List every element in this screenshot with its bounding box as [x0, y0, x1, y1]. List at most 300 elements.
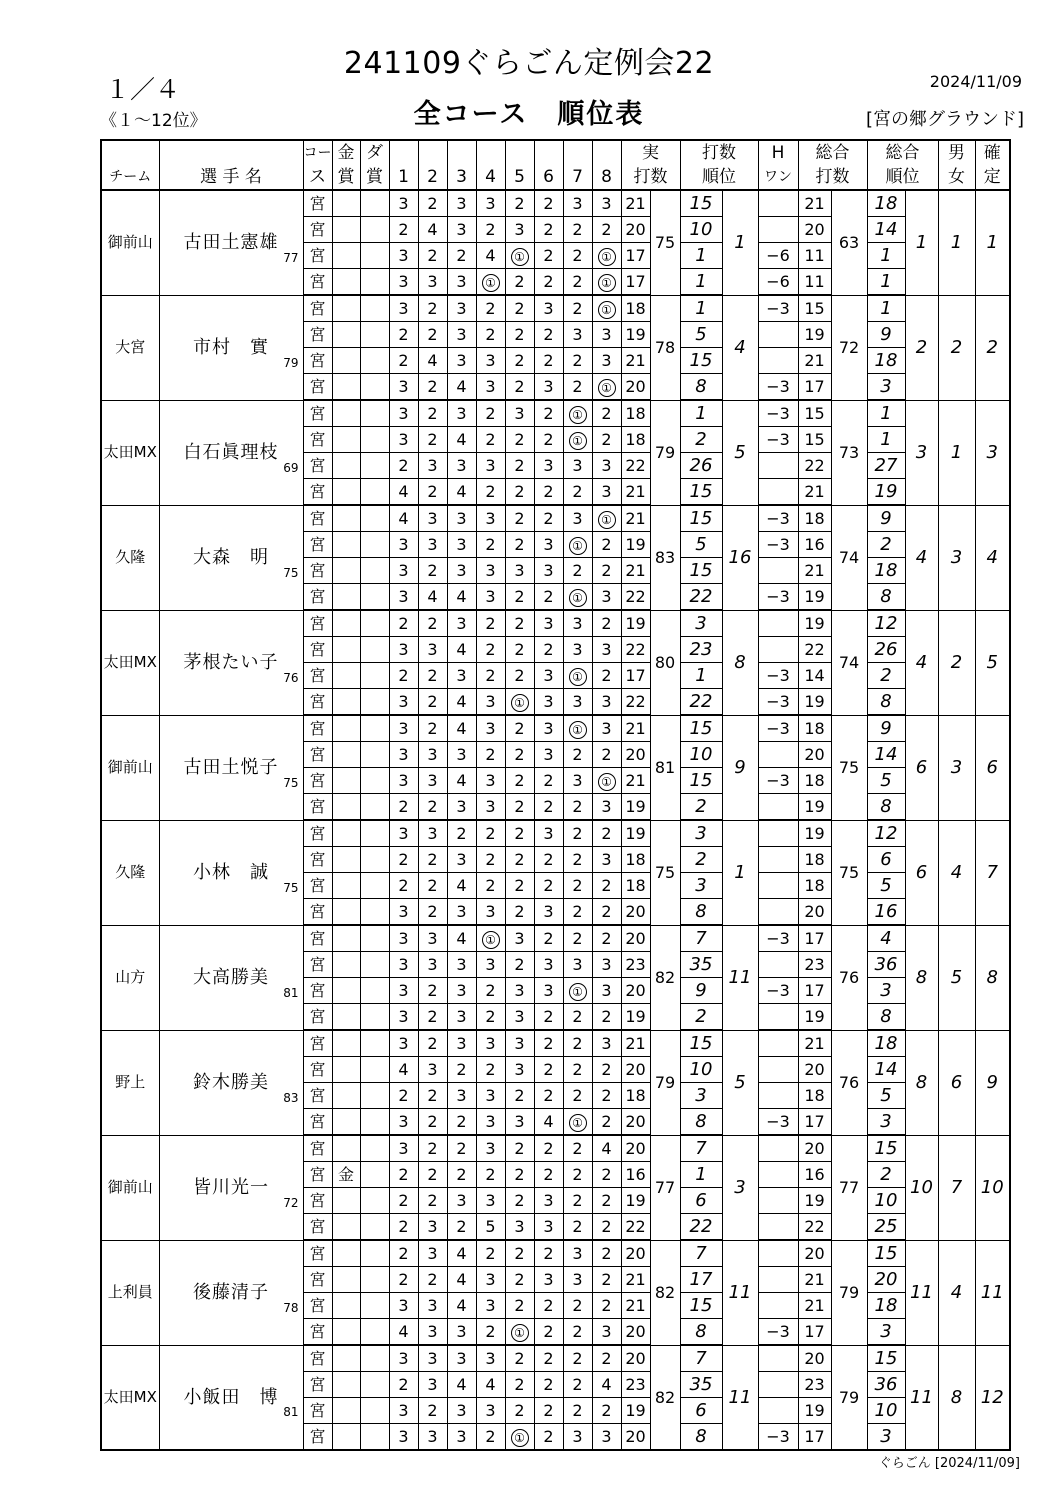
hole-score-cell: 2 [476, 873, 505, 899]
hole-header-spacer [505, 140, 534, 165]
actual-header-bottom: 打数 [621, 165, 680, 190]
da-award-cell [360, 427, 389, 453]
hole-score-cell: 3 [476, 453, 505, 479]
hole-score-cell: 2 [534, 1424, 563, 1451]
hole-score-cell: 2 [534, 847, 563, 873]
round-rank-cell: 3 [680, 1083, 722, 1109]
actual-total-cell: 75 [650, 190, 680, 295]
adjusted-rank-cell: 8 [867, 794, 905, 821]
player-name-wrap [193, 337, 269, 358]
adjusted-rank-cell: 8 [867, 689, 905, 716]
combined-rank-cell: 2 [905, 295, 938, 400]
hole-score-cell: 3 [418, 768, 447, 794]
da-award-cell [360, 1083, 389, 1109]
hole-score-cell: 3 [389, 1135, 418, 1162]
hole-score-cell: 3 [534, 978, 563, 1004]
hole-score-cell: 2 [505, 768, 534, 794]
course-cell: 宮 [303, 610, 332, 637]
gold-award-cell [332, 532, 360, 558]
da-award-cell [360, 1424, 389, 1451]
combined-total-cell: 79 [831, 1240, 867, 1345]
adjusted-sum-cell: 19 [798, 1188, 831, 1214]
course-cell: 宮 [303, 1004, 332, 1031]
hole-score-cell: 4 [447, 768, 476, 794]
table-row [101, 295, 1010, 322]
hole-score-cell: 2 [389, 1267, 418, 1293]
final-rank-cell: 11 [975, 1240, 1010, 1345]
hole-score-cell: 3 [476, 1267, 505, 1293]
adjusted-sum-cell: 17 [798, 1319, 831, 1346]
venue-name: [宮の郷グラウンド] [865, 109, 1024, 130]
player-name-wrap [193, 1282, 269, 1303]
gender-rank-cell: 5 [938, 925, 975, 1030]
hole-score-cell: 3 [563, 190, 592, 217]
hole-in-one-adjust-cell: −6 [758, 243, 798, 269]
round-sum-cell: 21 [621, 1030, 650, 1057]
hole-score-cell: 2 [389, 1372, 418, 1398]
hole-score-cell: 3 [418, 742, 447, 768]
round-sum-cell: 20 [621, 1319, 650, 1346]
adjusted-sum-cell: 21 [798, 558, 831, 584]
overall-rank-cell: 11 [722, 1345, 758, 1450]
hole-score-cell: 2 [563, 925, 592, 952]
hole-score-cell: 2 [592, 427, 621, 453]
hole-score-cell: 3 [389, 768, 418, 794]
adjusted-sum-cell: 19 [798, 322, 831, 348]
hole-score-cell: 4 [592, 1135, 621, 1162]
hole-score-cell: 4 [418, 217, 447, 243]
gold-award-cell [332, 1083, 360, 1109]
course-cell: 宮 [303, 742, 332, 768]
hole-score-cell: 2 [592, 1240, 621, 1267]
adjusted-sum-cell: 21 [798, 348, 831, 374]
hole-score-cell: 3 [418, 925, 447, 952]
hole-score-cell: 3 [447, 1083, 476, 1109]
hole-score-cell: 3 [389, 1293, 418, 1319]
hole-score-cell: 3 [476, 1398, 505, 1424]
hole-score-cell: 2 [418, 558, 447, 584]
adjusted-rank-cell: 1 [867, 295, 905, 322]
adjusted-sum-cell: 20 [798, 1240, 831, 1267]
hole-in-one-adjust-cell: −3 [758, 584, 798, 611]
rank-header-top: 打数 [680, 140, 758, 165]
round-rank-cell: 1 [680, 295, 722, 322]
hole-score-cell: 3 [447, 794, 476, 821]
hole-score-cell: 3 [534, 453, 563, 479]
adjusted-sum-cell: 20 [798, 1135, 831, 1162]
adjusted-rank-cell: 27 [867, 453, 905, 479]
hole-score-cell: 4 [389, 479, 418, 506]
adjusted-sum-cell: 17 [798, 1424, 831, 1451]
round-sum-cell: 21 [621, 505, 650, 532]
hole-score-cell [563, 663, 592, 689]
combined-rank-cell: 8 [905, 1030, 938, 1135]
round-sum-cell: 23 [621, 1372, 650, 1398]
hole-score-cell: 2 [563, 820, 592, 847]
hole-score-cell: 3 [447, 1345, 476, 1372]
hole-score-cell: 2 [534, 190, 563, 217]
hole-in-one-adjust-cell: −3 [758, 505, 798, 532]
hole-score-cell: 2 [505, 820, 534, 847]
round-sum-cell: 19 [621, 322, 650, 348]
course-cell: 宮 [303, 899, 332, 926]
round-sum-cell: 22 [621, 453, 650, 479]
combined-total-cell: 74 [831, 505, 867, 610]
da-award-cell [360, 584, 389, 611]
hole-in-one-mark: ① [598, 248, 616, 266]
hole-score-cell: 2 [418, 715, 447, 742]
round-rank-cell: 9 [680, 978, 722, 1004]
hole-header: 3 [447, 165, 476, 190]
hole-score-cell: 3 [389, 820, 418, 847]
adjusted-rank-cell: 8 [867, 584, 905, 611]
table-row [101, 925, 1010, 952]
hole-score-cell: 3 [447, 899, 476, 926]
hole-score-cell: 2 [534, 1372, 563, 1398]
hole-score-cell: 2 [418, 400, 447, 427]
overall-rank-cell: 1 [722, 190, 758, 295]
player-name-wrap [193, 1177, 269, 1198]
adjusted-rank-cell: 15 [867, 1345, 905, 1372]
hole-score-cell: 3 [389, 1109, 418, 1136]
hole-score-cell [476, 269, 505, 296]
adjusted-sum-cell: 22 [798, 637, 831, 663]
player-name: 茅根たい子 [183, 652, 279, 673]
hole-score-cell: 3 [476, 1030, 505, 1057]
hole-score-cell: 2 [563, 295, 592, 322]
da-award-cell [360, 689, 389, 716]
hole-score-cell: 3 [476, 952, 505, 978]
combined-rank-cell: 6 [905, 820, 938, 925]
course-cell: 宮 [303, 427, 332, 453]
round-sum-cell: 19 [621, 1398, 650, 1424]
adjusted-sum-cell: 15 [798, 427, 831, 453]
hole-score-cell: 3 [505, 1030, 534, 1057]
hole-score-cell: 3 [389, 584, 418, 611]
hole-score-cell: 2 [592, 873, 621, 899]
hole-score-cell: 3 [447, 217, 476, 243]
da-award-cell [360, 742, 389, 768]
hole-score-cell: 2 [592, 1345, 621, 1372]
hole-score-cell: 3 [534, 742, 563, 768]
hole-score-cell: 3 [418, 1319, 447, 1346]
gold-award-cell [332, 742, 360, 768]
da-award-cell [360, 952, 389, 978]
hole-in-one-adjust-cell [758, 1345, 798, 1372]
adjusted-sum-cell: 18 [798, 1083, 831, 1109]
hole-score-cell: 2 [418, 794, 447, 821]
round-sum-cell: 22 [621, 689, 650, 716]
adjusted-sum-cell: 23 [798, 952, 831, 978]
adjusted-sum-cell: 19 [798, 1398, 831, 1424]
hole-score-cell [505, 689, 534, 716]
hole-score-cell: 3 [563, 610, 592, 637]
final-rank-cell: 4 [975, 505, 1010, 610]
gold-award-cell [332, 1345, 360, 1372]
hole-score-cell [592, 374, 621, 401]
hole-score-cell: 2 [476, 1004, 505, 1031]
course-cell: 宮 [303, 1109, 332, 1136]
event-date: 2024/11/09 [929, 72, 1022, 91]
combined-rank-cell: 6 [905, 715, 938, 820]
gold-award-cell [332, 1057, 360, 1083]
gold-award-cell [332, 1188, 360, 1214]
hole-score-cell: 2 [563, 1057, 592, 1083]
hole-in-one-adjust-cell [758, 217, 798, 243]
hole-score-cell: 3 [592, 1319, 621, 1346]
da-award-cell [360, 295, 389, 322]
gold-award-cell [332, 873, 360, 899]
overall-rank-cell: 5 [722, 400, 758, 505]
da-award-cell [360, 269, 389, 296]
hole-score-cell: 2 [476, 610, 505, 637]
round-sum-cell: 21 [621, 348, 650, 374]
adjusted-rank-cell: 36 [867, 952, 905, 978]
gold-award-cell [332, 1398, 360, 1424]
hole-in-one-adjust-cell [758, 453, 798, 479]
player-age: 81 [283, 985, 299, 1000]
hole-score-cell: 3 [563, 1240, 592, 1267]
hole-in-one-adjust-cell [758, 610, 798, 637]
hole-score-cell [476, 925, 505, 952]
hole-score-cell: 2 [563, 742, 592, 768]
da-award-cell [360, 505, 389, 532]
hole-score-cell: 2 [476, 295, 505, 322]
hole-score-cell: 3 [534, 295, 563, 322]
hole-score-cell: 2 [534, 1030, 563, 1057]
hole-score-cell: 4 [418, 584, 447, 611]
table-row [101, 400, 1010, 427]
hole-score-cell: 2 [534, 925, 563, 952]
gold-award-cell [332, 374, 360, 401]
round-rank-cell: 15 [680, 1293, 722, 1319]
hole-score-cell: 2 [505, 610, 534, 637]
hole-score-cell: 3 [505, 1057, 534, 1083]
hole-in-one-mark: ① [569, 589, 587, 607]
hole-score-cell: 3 [534, 532, 563, 558]
player-header-spacer [159, 140, 303, 165]
hole-score-cell: 2 [563, 873, 592, 899]
hole-score-cell [563, 978, 592, 1004]
course-cell: 宮 [303, 1267, 332, 1293]
hole-score-cell: 3 [389, 1004, 418, 1031]
da-award-cell [360, 715, 389, 742]
hole-score-cell: 2 [505, 479, 534, 506]
round-rank-cell: 8 [680, 1424, 722, 1451]
adjusted-sum-cell: 17 [798, 925, 831, 952]
da-award-cell [360, 190, 389, 217]
hole-score-cell: 2 [534, 269, 563, 296]
round-sum-cell: 22 [621, 637, 650, 663]
hole-score-cell: 2 [534, 322, 563, 348]
course-cell: 宮 [303, 190, 332, 217]
hole-score-cell: 3 [505, 1214, 534, 1241]
hole-score-cell: 3 [563, 453, 592, 479]
combined-total-cell: 79 [831, 1345, 867, 1450]
hole-in-one-adjust-cell [758, 952, 798, 978]
adjusted-rank-cell: 6 [867, 847, 905, 873]
hole-score-cell: 3 [476, 190, 505, 217]
adjusted-rank-cell: 14 [867, 742, 905, 768]
hole-score-cell: 2 [418, 978, 447, 1004]
table-row [101, 1345, 1010, 1372]
footer-stamp: ぐらごん [2024/11/09] [878, 1456, 1020, 1471]
da-award-cell [360, 768, 389, 794]
hole-score-cell [563, 400, 592, 427]
course-cell: 宮 [303, 1345, 332, 1372]
hole-score-cell: 3 [389, 952, 418, 978]
hole-score-cell: 2 [563, 1398, 592, 1424]
hole-in-one-adjust-cell: −3 [758, 400, 798, 427]
hole-score-cell: 4 [447, 637, 476, 663]
da-award-cell [360, 1109, 389, 1136]
round-sum-cell: 21 [621, 715, 650, 742]
course-cell: 宮 [303, 348, 332, 374]
hole-score-cell: 2 [418, 374, 447, 401]
hole-score-cell: 3 [534, 1188, 563, 1214]
hole-in-one-mark: ① [598, 301, 616, 319]
hole-score-cell: 2 [563, 1135, 592, 1162]
da-award-cell [360, 1030, 389, 1057]
team-cell: 大宮 [101, 295, 159, 400]
hole-in-one-adjust-cell [758, 847, 798, 873]
hole-in-one-adjust-cell: −3 [758, 1319, 798, 1346]
adjusted-rank-cell: 9 [867, 505, 905, 532]
hole-score-cell: 3 [476, 715, 505, 742]
hole-in-one-mark: ① [569, 406, 587, 424]
hole-in-one-adjust-cell [758, 1240, 798, 1267]
hole-score-cell: 3 [505, 1004, 534, 1031]
gold-header-top: 金 [332, 140, 360, 165]
player-age: 75 [283, 880, 299, 895]
hole-score-cell [563, 584, 592, 611]
hole-in-one-mark: ① [598, 379, 616, 397]
hole-score-cell: 3 [476, 584, 505, 611]
hole-score-cell: 3 [534, 715, 563, 742]
gold-award-cell: 金 [332, 1162, 360, 1188]
hole-score-cell: 2 [592, 1214, 621, 1241]
hole-score-cell: 2 [476, 742, 505, 768]
adjusted-sum-cell: 18 [798, 847, 831, 873]
course-cell: 宮 [303, 873, 332, 899]
adjusted-rank-cell: 1 [867, 400, 905, 427]
hole-score-cell: 2 [447, 243, 476, 269]
hole-in-one-adjust-cell [758, 820, 798, 847]
final-rank-cell: 6 [975, 715, 1010, 820]
hole-score-cell: 2 [563, 899, 592, 926]
course-cell: 宮 [303, 952, 332, 978]
hole-header-spacer [418, 140, 447, 165]
hole-score-cell: 3 [447, 663, 476, 689]
round-rank-cell: 7 [680, 1345, 722, 1372]
round-sum-cell: 21 [621, 479, 650, 506]
hole-score-cell: 2 [505, 427, 534, 453]
hole-score-cell: 3 [447, 610, 476, 637]
hole-score-cell: 2 [505, 190, 534, 217]
hole-score-cell: 2 [418, 479, 447, 506]
hole-score-cell: 4 [447, 1293, 476, 1319]
hole-score-cell: 3 [389, 925, 418, 952]
overall-rank-cell: 11 [722, 1240, 758, 1345]
hole-score-cell: 3 [476, 899, 505, 926]
hole-score-cell: 2 [534, 400, 563, 427]
hole-score-cell: 2 [505, 1293, 534, 1319]
gold-award-cell [332, 847, 360, 873]
adjusted-sum-cell: 15 [798, 400, 831, 427]
round-sum-cell: 20 [621, 1109, 650, 1136]
hole-score-cell: 3 [418, 1240, 447, 1267]
gold-award-cell [332, 820, 360, 847]
hole-in-one-adjust-cell [758, 1135, 798, 1162]
team-header: チーム [101, 165, 159, 190]
hole-score-cell: 3 [389, 1398, 418, 1424]
hole-score-cell: 3 [447, 1188, 476, 1214]
da-award-cell [360, 1240, 389, 1267]
da-header-top: ダ [360, 140, 389, 165]
hole-score-cell: 2 [563, 479, 592, 506]
hole-in-one-mark: ① [482, 274, 500, 292]
team-cell: 太田MX [101, 400, 159, 505]
combined-total-cell: 76 [831, 1030, 867, 1135]
rank-header-bottom: 順位 [680, 165, 758, 190]
player-name-cell [159, 295, 303, 400]
overall-rank-cell: 11 [722, 925, 758, 1030]
course-cell: 宮 [303, 794, 332, 821]
adjusted-rank-cell: 4 [867, 925, 905, 952]
course-cell: 宮 [303, 689, 332, 716]
hole-header-spacer [389, 140, 418, 165]
hole-score-cell: 3 [534, 374, 563, 401]
hole-score-cell: 2 [505, 742, 534, 768]
round-rank-cell: 3 [680, 610, 722, 637]
adjusted-sum-cell: 22 [798, 453, 831, 479]
da-award-cell [360, 610, 389, 637]
hole-header: 7 [563, 165, 592, 190]
adjusted-sum-cell: 11 [798, 243, 831, 269]
total-header-bottom: 打数 [798, 165, 867, 190]
course-cell: 宮 [303, 1240, 332, 1267]
hole-score-cell: 3 [592, 715, 621, 742]
course-cell: 宮 [303, 1293, 332, 1319]
round-sum-cell: 21 [621, 558, 650, 584]
combined-rank-cell: 1 [905, 190, 938, 295]
hole-score-cell: 2 [592, 925, 621, 952]
round-rank-cell: 15 [680, 1030, 722, 1057]
gold-award-cell [332, 768, 360, 794]
adjusted-rank-cell: 14 [867, 217, 905, 243]
round-sum-cell: 18 [621, 1083, 650, 1109]
hole-score-cell: 3 [476, 348, 505, 374]
da-award-cell [360, 1162, 389, 1188]
round-sum-cell: 20 [621, 742, 650, 768]
hole-score-cell: 2 [418, 295, 447, 322]
gold-award-cell [332, 1030, 360, 1057]
hole-score-cell: 2 [447, 1162, 476, 1188]
hole-score-cell: 2 [534, 243, 563, 269]
adjusted-sum-cell: 16 [798, 532, 831, 558]
adjusted-sum-cell: 18 [798, 873, 831, 899]
da-award-cell [360, 322, 389, 348]
hole-score-cell: 3 [476, 689, 505, 716]
round-rank-cell: 15 [680, 348, 722, 374]
hole-score-cell: 2 [476, 1162, 505, 1188]
page-indicator: １／４ [105, 75, 181, 104]
round-sum-cell: 21 [621, 190, 650, 217]
hole-score-cell: 2 [418, 899, 447, 926]
hole-in-one-mark: ① [569, 1114, 587, 1132]
hole-header-spacer [563, 140, 592, 165]
adjusted-sum-cell: 21 [798, 479, 831, 506]
